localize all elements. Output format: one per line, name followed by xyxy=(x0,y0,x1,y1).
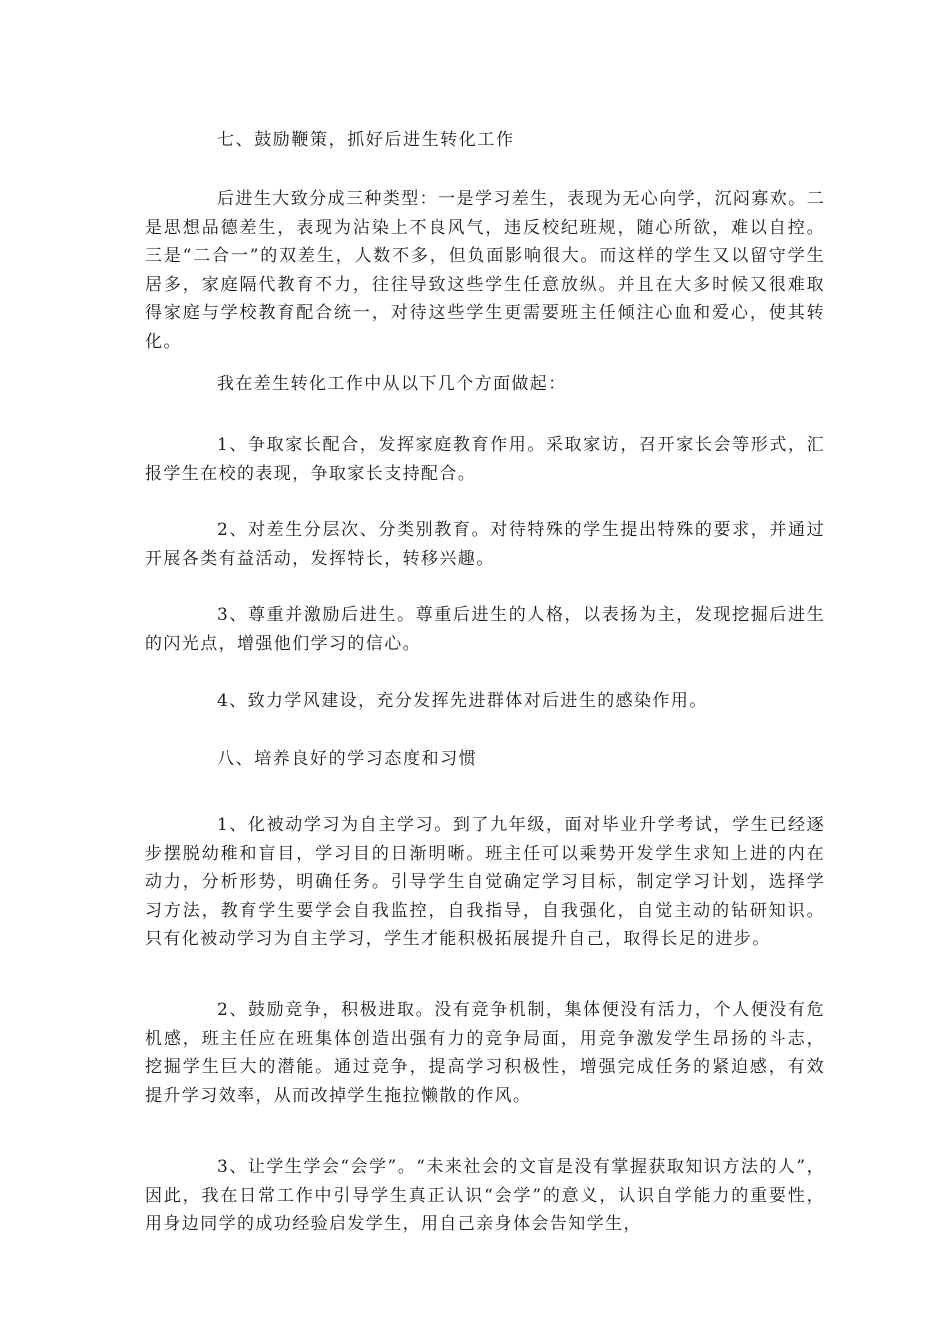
section-8-item-3: 3、让学生学会“会学”。“未来社会的文盲是没有掌握获取知识方法的人”，因此，我在日常工作中引导学生真正认识“会学”的意义，认识自学能力的重要性，用身边同学的成功经验启发学生，用自己亲身体会告知学生， xyxy=(145,1157,825,1234)
section-8-item-1: 1、化被动学习为自主学习。到了九年级，面对毕业升学考试，学生已经逐步摆脱幼稚和盲目，学习目的日渐明晰。班主任可以乘势开发学生求知上进的内在动力，分析形势，明确任务。引导学生自觉确定学习目标，制定学习计划，选择学习方法，教育学生要学会自我监控，自我指导，自我强化，自觉主动的钻研知识。只有化被动学习为自主学习，学生才能积极拓展提升自己，取得长足的进步。 xyxy=(145,815,825,949)
section-8-heading: 八、培养良好的学习态度和习惯 xyxy=(217,749,478,769)
section-7-heading: 七、鼓励鞭策，抓好后进生转化工作 xyxy=(217,130,515,150)
section-7-item-4: 4、致力学风建设，充分发挥先进群体对后进生的感染作用。 xyxy=(217,691,708,711)
section-7-item-2: 2、对差生分层次、分类别教育。对待特殊的学生提出特殊的要求，并通过开展各类有益活动，发挥特长，转移兴趣。 xyxy=(145,520,825,569)
section-8-item-2: 2、鼓励竞争，积极进取。没有竞争机制，集体便没有活力，个人便没有危机感，班主任应在班集体创造出强有力的竞争局面，用竞争激发学生昂扬的斗志，挖掘学生巨大的潜能。通过竞争，提高学习积极性，增强完成任务的紧迫感，有效提升学习效率，从而改掉学生拖拉懒散的作风。 xyxy=(145,1000,825,1106)
section-7-lead-paragraph: 我在差生转化工作中从以下几个方面做起： xyxy=(217,374,567,394)
section-7-item-1: 1、争取家长配合，发挥家庭教育作用。采取家访，召开家长会等形式，汇报学生在校的表现，争取家长支持配合。 xyxy=(145,435,825,484)
section-7-item-3: 3、尊重并激励后进生。尊重后进生的人格，以表扬为主，发现挖掘后进生的闪光点，增强他们学习的信心。 xyxy=(145,605,825,654)
section-7-intro-paragraph: 后进生大致分成三种类型：一是学习差生，表现为无心向学，沉闷寡欢。二是思想品德差生，表现为沾染上不良风气，违反校纪班规，随心所欲，难以自控。三是“二合一”的双差生，人数不多，但负面影响很大。而这样的学生又以留守学生居多，家庭隔代教育不力，往往导致这些学生任意放纵。并且在大多时候又很难取得家庭与学校教育配合统一，对待这些学生更需要班主任倾注心血和爱心，使其转化。 xyxy=(145,189,825,352)
